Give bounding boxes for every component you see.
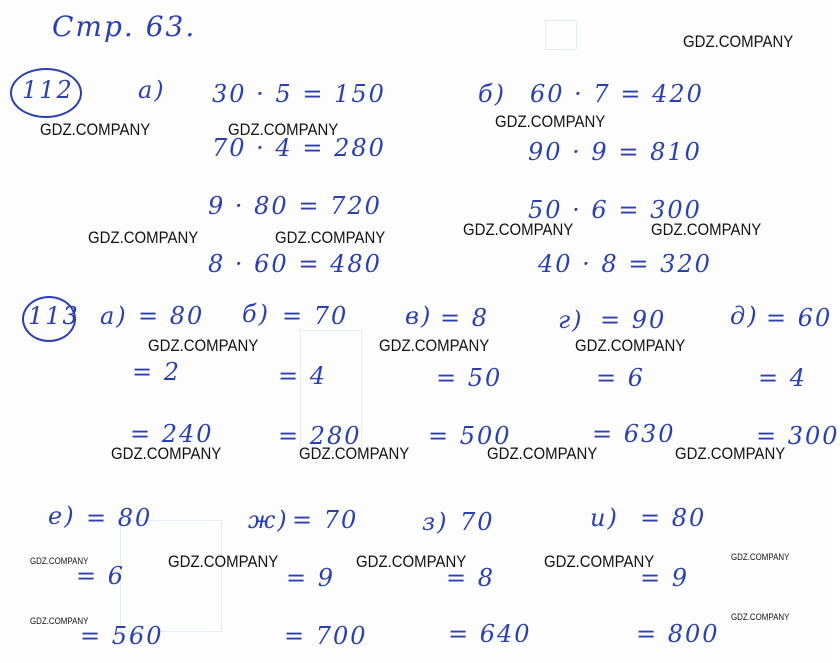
page-title: Стр. 63. — [52, 10, 197, 43]
watermark: GDZ.COMPANY — [168, 552, 279, 571]
task-113-d-v3: = 300 — [756, 422, 840, 450]
task-112-a-line-2: 70 · 4 = 280 — [212, 134, 386, 162]
grid-fragment — [545, 20, 577, 50]
task-112-b-line-1: 60 · 7 = 420 — [530, 80, 704, 108]
task-113-a-v2: = 2 — [132, 358, 182, 386]
task-112-b-line-2: 90 · 9 = 810 — [528, 138, 702, 166]
watermark: GDZ.COMPANY — [228, 120, 339, 139]
task-112-b-line-3: 50 · 6 = 300 — [528, 196, 702, 224]
task-113-g-v3: = 630 — [592, 420, 676, 448]
task-113-g-label: г) — [558, 306, 584, 334]
task-112-a-line-3: 9 · 80 = 720 — [208, 192, 382, 220]
task-113-i-v2: = 9 — [640, 564, 690, 592]
task-113-v-v3: = 500 — [428, 422, 512, 450]
task-113-v-v2: = 50 — [436, 364, 503, 392]
task-113-v-label: в) — [405, 302, 433, 330]
watermark: GDZ.COMPANY — [544, 552, 655, 571]
task-113-z-v2: = 8 — [446, 564, 496, 592]
task-113-d-v1: = 60 — [766, 304, 833, 332]
task-113-e-v3: = 560 — [80, 622, 164, 650]
watermark: GDZ.COMPANY — [675, 444, 786, 463]
watermark: GDZ.COMPANY — [275, 228, 386, 247]
task-113-e-label: е) — [48, 502, 76, 530]
watermark: GDZ.COMPANY — [731, 612, 790, 622]
task-113-v-v1: = 8 — [440, 304, 490, 332]
task-112-a-label: а) — [138, 76, 166, 104]
watermark: GDZ.COMPANY — [575, 336, 686, 355]
watermark: GDZ.COMPANY — [30, 556, 89, 566]
task-113-b-v3: = 280 — [278, 422, 362, 450]
task-113-g-v1: = 90 — [600, 306, 667, 334]
task-113-i-label: и) — [590, 504, 619, 532]
task-113-a-v3: = 240 — [130, 420, 214, 448]
task-113-a-label: а) — [100, 302, 128, 330]
task-113-i-v3: = 800 — [636, 620, 720, 648]
task-113-i-v1: = 80 — [640, 504, 707, 532]
watermark: GDZ.COMPANY — [651, 220, 762, 239]
task-113-b-v1: = 70 — [282, 302, 349, 330]
watermark: GDZ.COMPANY — [148, 336, 259, 355]
watermark: GDZ.COMPANY — [299, 444, 410, 463]
task-113-a-v1: = 80 — [138, 302, 205, 330]
task-113-zh-v3: = 700 — [284, 622, 368, 650]
task-113-g-v2: = 6 — [596, 364, 646, 392]
watermark: GDZ.COMPANY — [111, 444, 222, 463]
grid-fragment — [120, 520, 222, 632]
task-113-d-v2: = 4 — [758, 364, 808, 392]
task-113-z-label: з) — [422, 508, 449, 536]
watermark: GDZ.COMPANY — [463, 220, 574, 239]
task-112-b-label: б) — [478, 80, 507, 108]
watermark: GDZ.COMPANY — [487, 444, 598, 463]
task-113-zh-v1: = 70 — [292, 506, 359, 534]
watermark: GDZ.COMPANY — [30, 616, 89, 626]
watermark: GDZ.COMPANY — [683, 32, 794, 51]
task-112-number: 112 — [22, 76, 74, 104]
task-113-z-v1: 70 — [460, 508, 495, 536]
watermark: GDZ.COMPANY — [495, 112, 606, 131]
watermark: GDZ.COMPANY — [379, 336, 490, 355]
task-113-zh-label: ж) — [248, 506, 289, 534]
task-113-number: 113 — [28, 302, 80, 330]
task-112-b-line-4: 40 · 8 = 320 — [538, 250, 712, 278]
task-113-z-v3: = 640 — [448, 620, 532, 648]
task-112-a-line-4: 8 · 60 = 480 — [208, 250, 382, 278]
task-113-e-v2: = 6 — [76, 562, 126, 590]
task-113-b-label: б) — [242, 300, 271, 328]
task-113-b-v2: = 4 — [278, 362, 328, 390]
watermark: GDZ.COMPANY — [731, 552, 790, 562]
task-113-e-v1: = 80 — [86, 504, 153, 532]
task-113-zh-v2: = 9 — [286, 564, 336, 592]
watermark: GDZ.COMPANY — [88, 228, 199, 247]
watermark: GDZ.COMPANY — [356, 552, 467, 571]
watermark: GDZ.COMPANY — [40, 120, 151, 139]
task-112-a-line-1: 30 · 5 = 150 — [212, 80, 386, 108]
task-113-d-label: д) — [730, 302, 759, 330]
